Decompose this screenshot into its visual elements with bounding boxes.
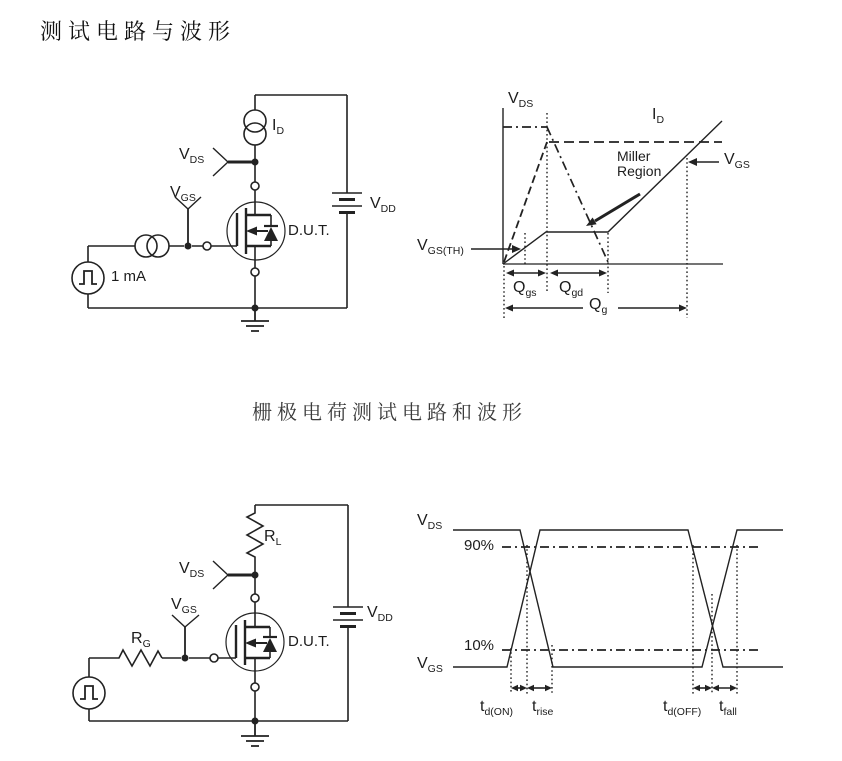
- mosfet-dut-symbol: [227, 202, 285, 260]
- current-source-1ma-icon: [135, 235, 169, 257]
- sw-vdd-label: $V_{DD}$: [367, 604, 393, 625]
- terminals: [203, 182, 259, 276]
- qgd-label: $Q_{gd}$: [559, 279, 584, 300]
- battery-vdd-icon: [333, 607, 363, 627]
- sw-wave-vgs-label: $V_{GS}$: [417, 655, 443, 676]
- rl-label: $R_L$: [264, 528, 282, 549]
- p10-label: 10%: [464, 637, 495, 654]
- miller-region-label: Miller Region: [617, 148, 662, 179]
- qgs-arrow: [506, 270, 546, 277]
- td-on-arrow: [511, 685, 527, 691]
- rg-label: $R_G$: [131, 630, 151, 651]
- qgs-label: $Q_{gs}$: [513, 279, 537, 300]
- vds-trace: [503, 127, 608, 262]
- dut-label: D.U.T.: [288, 222, 330, 239]
- sw-dut-label: D.U.T.: [288, 633, 330, 650]
- page-title: 测试电路与波形: [40, 19, 237, 44]
- pulse-generator-icon: [73, 677, 105, 709]
- ground-icon: [241, 721, 269, 746]
- sw-vgs-label: $V_{GS}$: [171, 596, 197, 617]
- wave-vds-label: $V_{DS}$: [508, 90, 534, 111]
- gate-charge-circuit: [72, 95, 362, 331]
- pulse-generator-icon: [72, 262, 104, 294]
- node-dots: [185, 159, 259, 312]
- resistor-rl-icon: [247, 505, 263, 594]
- td-on-label: $t_{d(ON)}$: [480, 698, 514, 719]
- vgs-probe-icon: [172, 615, 199, 655]
- vgs-pointer-arrow: [688, 158, 719, 166]
- td-off-label: $t_{d(OFF)}$: [663, 698, 702, 719]
- vds-trace: [453, 530, 783, 667]
- qg-label: $Q_g$: [589, 296, 608, 317]
- gate-current-label: 1 mA: [111, 268, 147, 285]
- sw-vds-label: $V_{DS}$: [179, 560, 205, 581]
- switching-waveform: [453, 530, 783, 694]
- percent-lines: [502, 547, 760, 650]
- qgd-arrow: [550, 270, 607, 277]
- wave-vgs-label: $V_{GS}$: [724, 151, 750, 172]
- vdd-label: $V_{DD}$: [370, 195, 396, 216]
- battery-vdd-icon: [332, 193, 362, 213]
- gate-charge-waveform: [471, 108, 723, 318]
- id-trace: [504, 142, 722, 262]
- vds-label: $V_{DS}$: [179, 146, 205, 167]
- figure-caption: 栅极电荷测试电路和波形: [252, 402, 527, 424]
- wave-id-label: $I_D$: [652, 106, 665, 127]
- t-fall-arrow: [712, 685, 737, 691]
- guide-lines: [511, 545, 737, 694]
- vds-probe-icon: [213, 561, 252, 589]
- node-dots: [182, 572, 259, 725]
- vgsth-arrow: [471, 245, 521, 253]
- vgs-label: $V_{GS}$: [170, 184, 196, 205]
- vds-probe-icon: [213, 148, 252, 176]
- resistor-rg-icon: [89, 650, 162, 666]
- miller-arrow: [586, 194, 640, 226]
- td-off-arrow: [693, 685, 712, 691]
- t-fall-label: $t_{fall}$: [719, 698, 737, 719]
- current-source-id-icon: [244, 110, 266, 145]
- vgs-trace: [453, 530, 783, 667]
- switching-circuit: [73, 505, 363, 746]
- t-rise-label: $t_{rise}$: [532, 698, 554, 719]
- wires: [89, 505, 348, 721]
- p90-label: 90%: [464, 537, 495, 554]
- t-rise-arrow: [527, 685, 552, 691]
- sw-wave-vds-label: $V_{DS}$: [417, 512, 443, 533]
- vgsth-label: $V_{GS(TH)}$: [417, 237, 464, 258]
- id-source-label: $I_D$: [272, 117, 285, 138]
